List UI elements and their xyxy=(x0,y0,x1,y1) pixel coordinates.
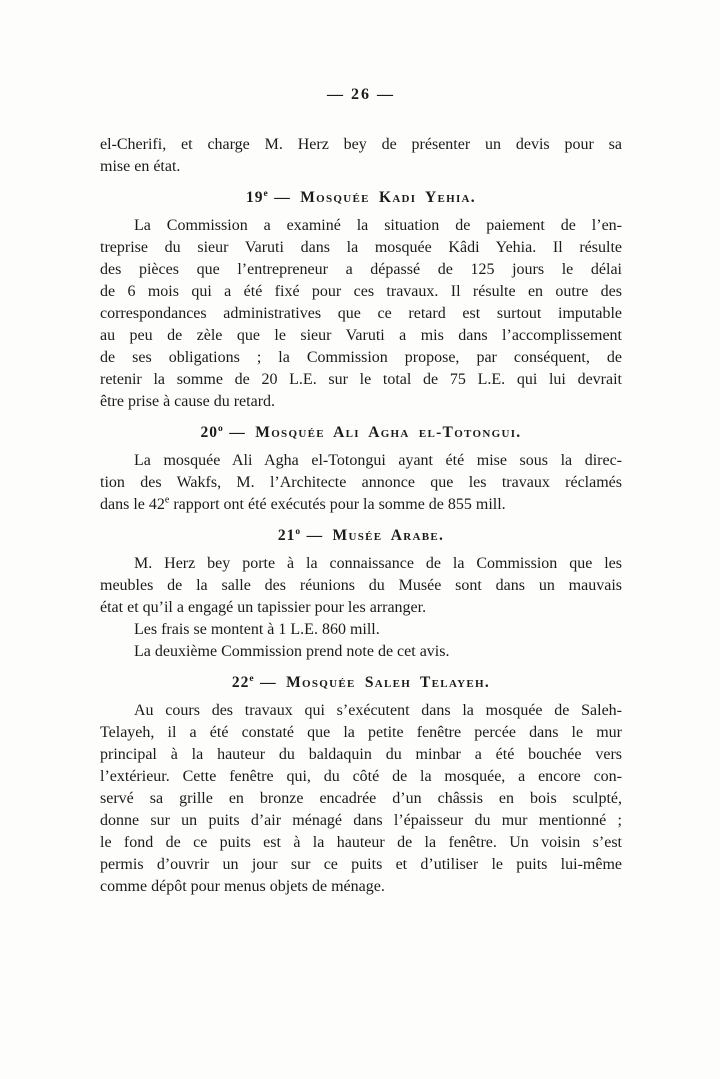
text-column xyxy=(100,0,622,898)
paragraph-kadi-yehia xyxy=(100,215,622,413)
text-line: des pièces que l’entrepreneur a dépassé de 125 jours le délai xyxy=(100,261,622,278)
text-line: état et qu’il a engagé un tapissier pour les arranger. xyxy=(100,599,427,616)
text-line: comme dépôt pour menus objets de ménage. xyxy=(100,878,385,895)
section-number: 22 xyxy=(231,674,250,691)
ordinal-superscript: e xyxy=(249,673,255,684)
text-line xyxy=(100,494,622,516)
text-line: meubles de la salle des réunions du Musée sont dans un mauvais xyxy=(100,577,622,594)
section-title: — Musée Arabe. xyxy=(306,527,445,544)
page-number: — 26 — xyxy=(327,86,395,103)
section-title: — Mosquée Kadi Yehia. xyxy=(274,189,476,206)
text-segment: dans le 42 xyxy=(100,496,165,513)
text-line: treprise du sieur Varuti dans la mosquée Kâdi Yehia. Il résulte xyxy=(100,239,622,256)
text-line: donne sur un puits d’air ménagé dans l’épaisseur du mur mentionné ; xyxy=(100,812,622,829)
text-line: servé sa grille en bronze encadrée d’un châssis en bois sculpté, xyxy=(100,790,622,807)
section-number: 20 xyxy=(200,424,219,441)
text-line: Les frais se montent à 1 L.E. 860 mill. xyxy=(134,621,380,638)
text-line: tion des Wakfs, M. l’Architecte annonce que les travaux réclamés xyxy=(100,474,622,491)
paragraph-continuation xyxy=(100,134,622,178)
text-line: au peu de zèle que le sieur Varuti a mis dans l’accomplissement xyxy=(100,327,622,344)
section-title: — Mosquée Saleh Telayeh. xyxy=(260,674,491,691)
section-heading-21 xyxy=(100,526,622,546)
text-line: La deuxième Commission prend note de cet avis. xyxy=(134,643,450,660)
text-line: de 6 mois qui a été fixé pour ces travaux. Il résulte en outre des xyxy=(100,283,622,300)
text-line: de ses obligations ; la Commission propose, par conséquent, de xyxy=(100,349,622,366)
ordinal-superscript: o xyxy=(218,423,224,434)
text-line: La mosquée Ali Agha el-Totongui ayant été mise sous la direc- xyxy=(134,452,622,469)
text-line: Telayeh, il a été constaté que la petite fenêtre percée dans le mur xyxy=(100,724,622,741)
text-line: permis d’ouvrir un jour sur ce puits et d’utiliser le puits lui-même xyxy=(100,856,622,873)
text-line: le fond de ce puits est à la hauteur de la fenêtre. Un voisin s’est xyxy=(100,834,622,851)
ordinal-superscript: o xyxy=(295,526,301,537)
text-line: correspondances administratives que ce retard est surtout imputable xyxy=(100,305,622,322)
paragraph-avis xyxy=(100,641,622,663)
paragraph-ali-agha xyxy=(100,450,622,516)
paragraph-frais xyxy=(100,619,622,641)
text-segment: rapport ont été exécutés pour la somme de 855 mill. xyxy=(169,496,506,513)
ordinal-superscript: e xyxy=(263,188,269,199)
text-line: principal à la hauteur du baldaquin du minbar a été bouchée vers xyxy=(100,746,622,763)
text-line: M. Herz bey porte à la connaissance de la Commission que les xyxy=(134,555,622,572)
section-heading-19 xyxy=(100,188,622,208)
paragraph-musee-arabe xyxy=(100,553,622,619)
text-line: mise en état. xyxy=(100,158,181,175)
section-heading-20 xyxy=(100,423,622,443)
text-line: el-Cherifi, et charge M. Herz bey de présenter un devis pour sa xyxy=(100,136,622,153)
paragraph-saleh-telayeh xyxy=(100,700,622,898)
text-line: Au cours des travaux qui s’exécutent dans la mosquée de Saleh- xyxy=(134,702,622,719)
text-line: La Commission a examiné la situation de paiement de l’en- xyxy=(134,217,622,234)
section-number: 21 xyxy=(277,527,296,544)
ordinal-superscript: e xyxy=(164,494,170,506)
text-line: l’extérieur. Cette fenêtre qui, du côté de la mosquée, a encore con- xyxy=(100,768,622,785)
section-title: — Mosquée Ali Agha el-Totongui. xyxy=(229,424,522,441)
text-line: retenir la somme de 20 L.E. sur le total de 75 L.E. qui lui devrait xyxy=(100,371,622,388)
text-line: être prise à cause du retard. xyxy=(100,393,276,410)
section-heading-22 xyxy=(100,673,622,693)
section-number: 19 xyxy=(246,189,264,206)
